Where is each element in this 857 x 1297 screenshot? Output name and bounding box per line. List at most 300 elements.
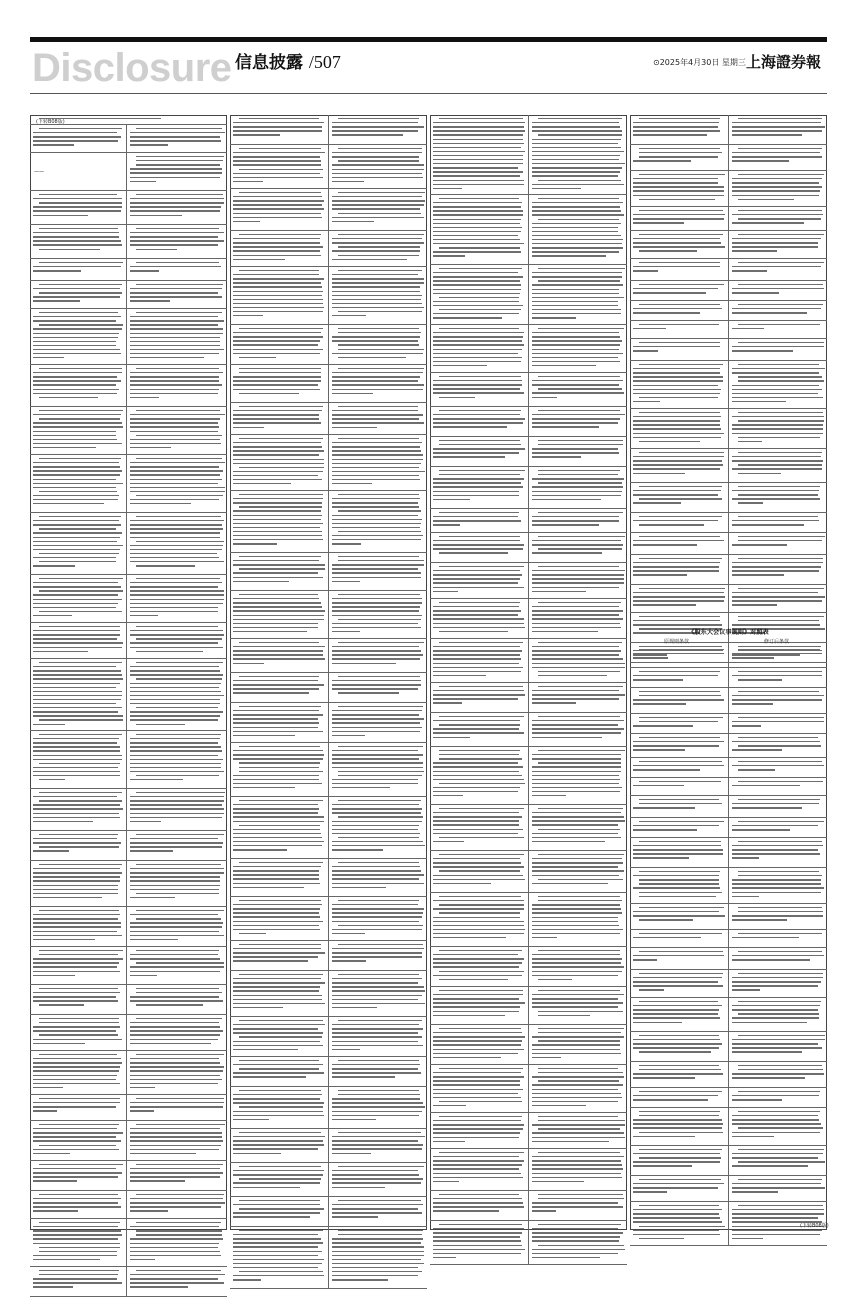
table-row [230, 365, 427, 403]
text-line [39, 561, 116, 562]
text-line [433, 1072, 521, 1073]
text-line [433, 251, 521, 252]
text-line [130, 634, 224, 635]
text-line [332, 1003, 425, 1004]
table-cell-before [230, 145, 328, 188]
text-line [136, 950, 219, 951]
text-line [732, 1165, 808, 1166]
table-cell-before [230, 189, 328, 230]
text-line [732, 624, 820, 625]
text-line [532, 954, 620, 955]
text-line [633, 1047, 719, 1048]
text-line [433, 587, 524, 588]
text-line [532, 1124, 625, 1125]
text-line [332, 164, 424, 165]
text-line [633, 604, 696, 605]
text-line [732, 238, 821, 239]
table-row [630, 533, 827, 555]
text-line [233, 246, 323, 247]
text-line [33, 503, 104, 504]
table-cell-after [728, 868, 828, 903]
text-line [732, 675, 822, 676]
table-row [630, 281, 827, 301]
text-line [332, 1279, 388, 1280]
text-line [633, 389, 721, 390]
text-line [130, 1132, 222, 1133]
text-line [433, 1181, 459, 1182]
text-line [338, 974, 419, 975]
text-line [639, 441, 700, 442]
text-line [233, 572, 318, 573]
table-row [630, 868, 827, 904]
text-line [33, 1075, 117, 1076]
text-line [639, 1157, 721, 1158]
table-row [430, 195, 627, 265]
text-line [130, 524, 222, 525]
text-line [130, 779, 183, 780]
text-line [33, 821, 93, 822]
text-line [233, 658, 325, 659]
text-line [33, 1087, 63, 1088]
text-line [33, 817, 120, 818]
text-line [233, 692, 309, 693]
text-line [332, 353, 423, 354]
table-row [630, 1088, 827, 1108]
text-line [130, 483, 218, 484]
text-line [233, 1028, 318, 1029]
text-line [433, 879, 525, 880]
text-line [633, 1217, 720, 1218]
text-line [738, 907, 822, 908]
text-line [532, 147, 621, 148]
text-line [532, 478, 624, 479]
text-line [130, 582, 222, 583]
text-line [433, 1206, 524, 1207]
table-row [30, 623, 227, 659]
text-line [732, 350, 793, 351]
text-line [233, 173, 320, 174]
table-row [630, 361, 827, 409]
text-line [532, 737, 602, 738]
text-line [332, 535, 423, 536]
text-line [33, 210, 121, 211]
text-line [233, 1170, 324, 1171]
text-line [338, 344, 419, 345]
table-cell-before [430, 1191, 528, 1220]
text-line [332, 1102, 423, 1103]
text-line [732, 1183, 821, 1184]
text-line [33, 1079, 116, 1080]
text-line [538, 1068, 618, 1069]
table-cell-before [430, 407, 528, 436]
text-line [532, 313, 621, 314]
text-line [633, 657, 668, 658]
table-row [630, 231, 827, 259]
table-row [30, 1161, 227, 1191]
text-line [33, 703, 116, 704]
text-line [532, 202, 623, 203]
text-line [33, 642, 123, 643]
table-cell-after [328, 1227, 428, 1288]
text-line [732, 1217, 818, 1218]
text-line [338, 1060, 419, 1061]
text-line [639, 1065, 719, 1066]
table-cell-after [328, 231, 428, 266]
text-line [532, 520, 619, 521]
text-line [433, 1198, 522, 1199]
text-line [433, 134, 523, 135]
text-line [130, 630, 223, 631]
text-line [732, 214, 823, 215]
text-line [233, 1024, 325, 1025]
text-line [332, 916, 422, 917]
text-line [433, 975, 522, 976]
text-line [439, 979, 508, 980]
text-line [136, 1054, 224, 1055]
table-row [30, 281, 227, 309]
text-line [233, 204, 322, 205]
text-line [39, 590, 123, 591]
table-cell-before [430, 1221, 528, 1264]
text-line [732, 657, 774, 658]
text-line [233, 904, 322, 905]
text-line [433, 1120, 521, 1121]
text-line [233, 663, 264, 664]
text-line [332, 1032, 418, 1033]
text-line [332, 126, 424, 127]
text-line [33, 935, 122, 936]
text-line [233, 164, 321, 165]
text-line [433, 858, 520, 859]
text-line [738, 1013, 819, 1014]
text-line [136, 164, 220, 165]
text-line [130, 1058, 219, 1059]
text-line [338, 270, 422, 271]
text-line [532, 650, 621, 651]
text-line [532, 293, 619, 294]
text-line [633, 620, 720, 621]
text-line [732, 985, 818, 986]
text-line [433, 384, 522, 385]
text-line [130, 1251, 220, 1252]
table-row [630, 838, 827, 868]
table-cell-after [728, 361, 828, 408]
table-cell-after [528, 563, 628, 598]
text-line [136, 1018, 222, 1019]
table-row [430, 373, 627, 407]
text-line [33, 615, 72, 616]
text-line [433, 1132, 520, 1133]
text-line [33, 288, 120, 289]
text-line [738, 1001, 821, 1002]
text-line [532, 126, 620, 127]
text-line [130, 939, 178, 940]
text-line [233, 631, 307, 632]
text-line [538, 1224, 621, 1225]
text-line [33, 236, 119, 237]
text-line [532, 155, 620, 156]
table-cell-after [328, 145, 428, 188]
text-line [538, 675, 607, 676]
text-line [738, 1149, 824, 1150]
text-line [433, 787, 520, 788]
text-line [233, 238, 320, 239]
text-line [538, 829, 620, 830]
text-line [33, 599, 122, 600]
text-line [332, 181, 364, 182]
text-line [633, 292, 706, 293]
text-line [538, 118, 622, 119]
text-line [338, 862, 419, 863]
text-line [233, 353, 320, 354]
text-line [433, 1173, 521, 1174]
text-line [233, 1242, 323, 1243]
text-line [130, 1030, 223, 1031]
text-line [136, 962, 224, 963]
table-cell-after [528, 1221, 628, 1264]
text-line [433, 841, 464, 842]
table-cell-before [230, 435, 328, 490]
text-line [332, 952, 422, 953]
text-line [239, 1230, 323, 1231]
text-line [332, 1115, 419, 1116]
table-cell-before [230, 703, 328, 742]
text-line [633, 312, 700, 313]
text-line [633, 1161, 720, 1162]
text-line [738, 911, 823, 912]
table-cell-after [728, 145, 828, 170]
text-line [532, 1168, 623, 1169]
text-line [639, 1149, 722, 1150]
text-line [33, 328, 122, 329]
table-cell-after [328, 639, 428, 672]
text-line [33, 353, 121, 354]
text-line [433, 646, 520, 647]
table-cell-before [630, 259, 728, 280]
text-line [633, 182, 718, 183]
text-line [433, 317, 502, 318]
text-line [332, 1238, 423, 1239]
text-line [130, 796, 224, 797]
text-line [532, 870, 624, 871]
text-line [130, 954, 218, 955]
text-line [130, 198, 224, 199]
text-line [433, 1002, 525, 1003]
text-line [332, 908, 424, 909]
text-line [33, 565, 75, 566]
text-line [130, 800, 224, 801]
text-line [338, 642, 424, 643]
page-title [235, 51, 341, 74]
text-line [433, 130, 525, 131]
text-line [738, 174, 824, 175]
table-row [30, 1095, 227, 1121]
text-line [433, 1164, 522, 1165]
text-line [33, 537, 120, 538]
text-line [433, 671, 521, 672]
text-line [233, 427, 264, 428]
table-cell-before [630, 555, 728, 584]
text-line [338, 1200, 421, 1201]
table-cell-before [430, 987, 528, 1024]
text-line [532, 1097, 622, 1098]
text-line [538, 1198, 624, 1199]
text-line [439, 758, 522, 759]
table-row [630, 1108, 827, 1146]
text-line [633, 393, 720, 394]
text-line [532, 663, 625, 664]
text-line [130, 397, 159, 398]
text-line [233, 299, 323, 300]
text-line [332, 610, 419, 611]
text-line [532, 971, 622, 972]
table-cell-before [30, 309, 126, 364]
text-line [33, 1102, 120, 1103]
text-line [130, 1066, 224, 1067]
text-line [332, 1204, 423, 1205]
text-line [433, 954, 518, 955]
text-line [233, 560, 319, 561]
text-line [239, 438, 323, 439]
text-line [332, 990, 425, 991]
text-line [332, 883, 424, 884]
text-line [332, 948, 424, 949]
text-line [136, 1230, 222, 1231]
text-line [433, 820, 519, 821]
text-line [538, 180, 621, 181]
text-line [332, 1251, 424, 1252]
table-cell-before [230, 1129, 328, 1162]
text-line [433, 548, 523, 549]
text-line [433, 280, 520, 281]
text-line [538, 686, 623, 687]
table-cell-after [126, 281, 228, 308]
text-line [33, 499, 118, 500]
text-line [532, 1057, 561, 1058]
table-cell-before [30, 731, 126, 788]
text-line [332, 874, 424, 875]
text-line [738, 218, 821, 219]
table-cell-after [528, 1025, 628, 1064]
text-line [439, 870, 520, 871]
text-line [433, 289, 521, 290]
text-line [639, 649, 724, 650]
text-line [433, 958, 524, 959]
text-line [532, 163, 625, 164]
text-line [433, 380, 522, 381]
text-line [433, 235, 518, 236]
text-line [136, 834, 224, 835]
text-line [233, 1140, 323, 1141]
text-line [433, 1141, 465, 1142]
table-cell-after [728, 796, 828, 817]
table-cell-after [328, 941, 428, 970]
text-line [130, 561, 224, 562]
text-line [130, 349, 224, 350]
text-line [633, 845, 721, 846]
text-line [433, 614, 518, 615]
table-row [230, 267, 427, 325]
text-line [732, 592, 818, 593]
text-line [39, 410, 123, 411]
table-cell-before [630, 281, 728, 300]
text-line [233, 1032, 323, 1033]
text-line [433, 227, 522, 228]
text-line [633, 401, 660, 402]
table-cell-before [630, 734, 728, 757]
text-line [433, 1137, 519, 1138]
text-line [130, 136, 220, 137]
table-row [430, 851, 627, 893]
text-line [33, 634, 120, 635]
text-line [39, 1274, 118, 1275]
text-line [532, 1249, 625, 1250]
text-line [233, 929, 320, 930]
text-line [338, 118, 419, 119]
text-line [332, 650, 421, 651]
text-line [130, 1259, 155, 1260]
text-line [130, 474, 220, 475]
table-cell-after [528, 1191, 628, 1220]
table-cell-after [728, 321, 828, 338]
text-line [532, 171, 620, 172]
text-line [332, 1187, 385, 1188]
table-cell-after [126, 831, 228, 860]
text-line [130, 594, 224, 595]
text-line [433, 332, 524, 333]
text-line [130, 393, 218, 394]
text-line [33, 975, 75, 976]
text-line [439, 536, 520, 537]
text-line [130, 586, 218, 587]
text-line [338, 531, 421, 532]
text-line [130, 666, 219, 667]
text-line [33, 674, 122, 675]
text-line [433, 833, 518, 834]
text-line [532, 618, 623, 619]
table-cell-after [328, 1057, 428, 1086]
text-line [130, 422, 218, 423]
text-line [439, 1194, 519, 1195]
text-line [233, 502, 322, 503]
text-line [233, 130, 322, 131]
text-line [33, 678, 123, 679]
text-line [233, 376, 321, 377]
table-row [230, 1087, 427, 1129]
text-line [33, 1168, 116, 1169]
text-line [39, 324, 123, 325]
text-line [33, 586, 121, 587]
table-cell-before [230, 325, 328, 364]
text-line [332, 1098, 420, 1099]
section-brand: Disclosure [32, 46, 232, 90]
text-line [33, 316, 121, 317]
text-line [433, 921, 524, 922]
text-line [633, 825, 719, 826]
text-line [732, 1077, 805, 1078]
table-cell-after [728, 758, 828, 777]
text-line [532, 227, 618, 228]
text-line [439, 950, 522, 951]
text-line [239, 328, 323, 329]
text-line [136, 792, 225, 793]
text-line [239, 762, 320, 763]
text-line [732, 915, 823, 916]
text-line [239, 506, 322, 507]
text-line [233, 349, 323, 350]
text-line [538, 328, 624, 329]
table-row [30, 407, 227, 455]
